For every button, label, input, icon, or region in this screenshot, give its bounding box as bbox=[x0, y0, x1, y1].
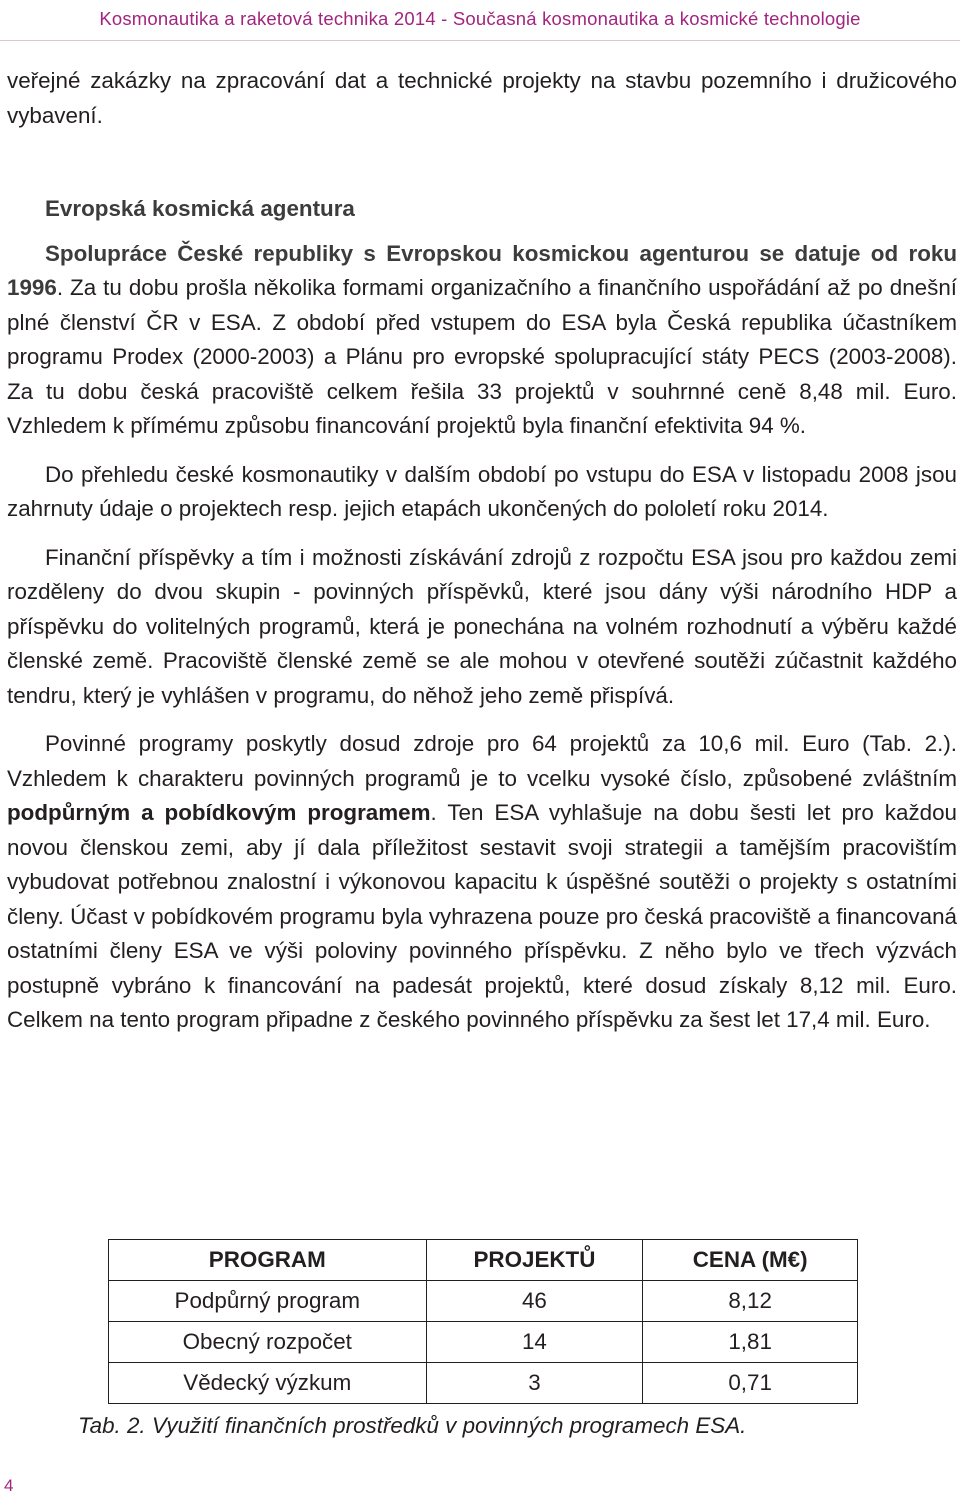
table-caption: Tab. 2. Využití finančních prostředků v povinných programech ESA. bbox=[78, 1413, 747, 1438]
paragraph-3: Finanční příspěvky a tím i možnosti získávání zdrojů z rozpočtu ESA jsou pro každou zemi rozděleny do dvou skupin - povinných příspěvků, které jsou dány výši národního HDP a příspěvku do volitelných programů, která je ponechána na volném rozhodnutí a výběru každé členské země. Pracoviště členské země se ale mohou v otevřené soutěži zúčastnit každého tendru, který je vyhlášen v programu, do něhož jeho země přispívá. bbox=[7, 544, 957, 708]
table-cell: 46 bbox=[426, 1281, 643, 1322]
table-cell: 14 bbox=[426, 1322, 643, 1363]
table-cell: 8,12 bbox=[643, 1281, 858, 1322]
table-header-row bbox=[109, 1240, 858, 1281]
paragraph-4 bbox=[7, 727, 957, 1038]
programs-table bbox=[108, 1239, 858, 1404]
table-cell: Vědecký výzkum bbox=[109, 1363, 427, 1404]
table-row bbox=[109, 1363, 858, 1404]
paragraph-1-text: . Za tu dobu prošla několika formami organizačního a finančního uspořádání až po dnešní plné členství ČR v ESA. Z období před vstupem do ESA byla Česká republika účastníkem programu Prodex (2000-2003) a Plánu pro evropské spolupracující státy PECS (2003-2008). Za tu dobu česká pracoviště celkem řešila 33 projektů v souhrnné ceně 8,48 mil. Euro. Vzhledem k přímému způsobu financování projektů byla finanční efektivita 94 %. bbox=[7, 275, 957, 438]
table-cell: Podpůrný program bbox=[109, 1281, 427, 1322]
paragraph-4-text-b: . Ten ESA vyhlašuje na dobu šesti let pro každou novou členskou zemi, aby jí dala příležitost sestavit svoji strategii a tamějším pracovištím vybudovat potřebnou znalostní i výkonovou kapacitu k úspěšné soutěži o projekty s ostatními členy. Účast v pobídkovém programu byla vyhrazena pouze pro česká pracoviště a financovaná ostatními členy ESA ve výši poloviny povinného příspěvku. Z něho bylo ve třech výzvách postupně vybráno k financování na padesát projektů, které dosud získaly 8,12 mil. Euro. Celkem na tento program připadne z českého povinného příspěvku za šest let 17,4 mil. Euro. bbox=[7, 800, 958, 1032]
table-cell: 0,71 bbox=[643, 1363, 858, 1404]
article-body bbox=[7, 64, 957, 1038]
column-header: PROJEKTŮ bbox=[426, 1240, 643, 1281]
column-header: CENA (M€) bbox=[643, 1240, 858, 1281]
header-divider bbox=[0, 40, 960, 41]
paragraph-1-lead: Spolupráce České republiky s Evropskou kosmickou agenturou se datuje od roku 1996 bbox=[7, 240, 957, 300]
paragraph-2: Do přehledu české kosmonautiky v dalším období po vstupu do ESA v listopadu 2008 jsou zahrnuty údaje o projektech resp. jejich etapách ukončených do pololetí roku 2014. bbox=[7, 461, 957, 521]
column-header: PROGRAM bbox=[109, 1240, 427, 1281]
table-cell: Obecný rozpočet bbox=[109, 1322, 427, 1363]
table-row bbox=[109, 1322, 858, 1363]
page-number: 4 bbox=[4, 1476, 14, 1495]
paragraph-4-bold: podpůrným a pobídkovým programem bbox=[7, 800, 431, 825]
table-row bbox=[109, 1281, 858, 1322]
intro-paragraph: veřejné zakázky na zpracování dat a technické projekty na stavbu pozemního i družicového vybavení. bbox=[7, 68, 957, 128]
section-heading: Evropská kosmická agentura bbox=[45, 196, 355, 221]
table-cell: 3 bbox=[426, 1363, 643, 1404]
table-cell: 1,81 bbox=[643, 1322, 858, 1363]
running-header: Kosmonautika a raketová technika 2014 - Současná kosmonautika a kosmické technologie bbox=[99, 8, 861, 29]
paragraph-1 bbox=[7, 237, 957, 444]
paragraph-4-text-a: Povinné programy poskytly dosud zdroje pro 64 projektů za 10,6 mil. Euro (Tab. 2.). Vzhledem k charakteru povinných programů je to vcelku vysoké číslo, způsobené zvláštním bbox=[7, 731, 957, 791]
